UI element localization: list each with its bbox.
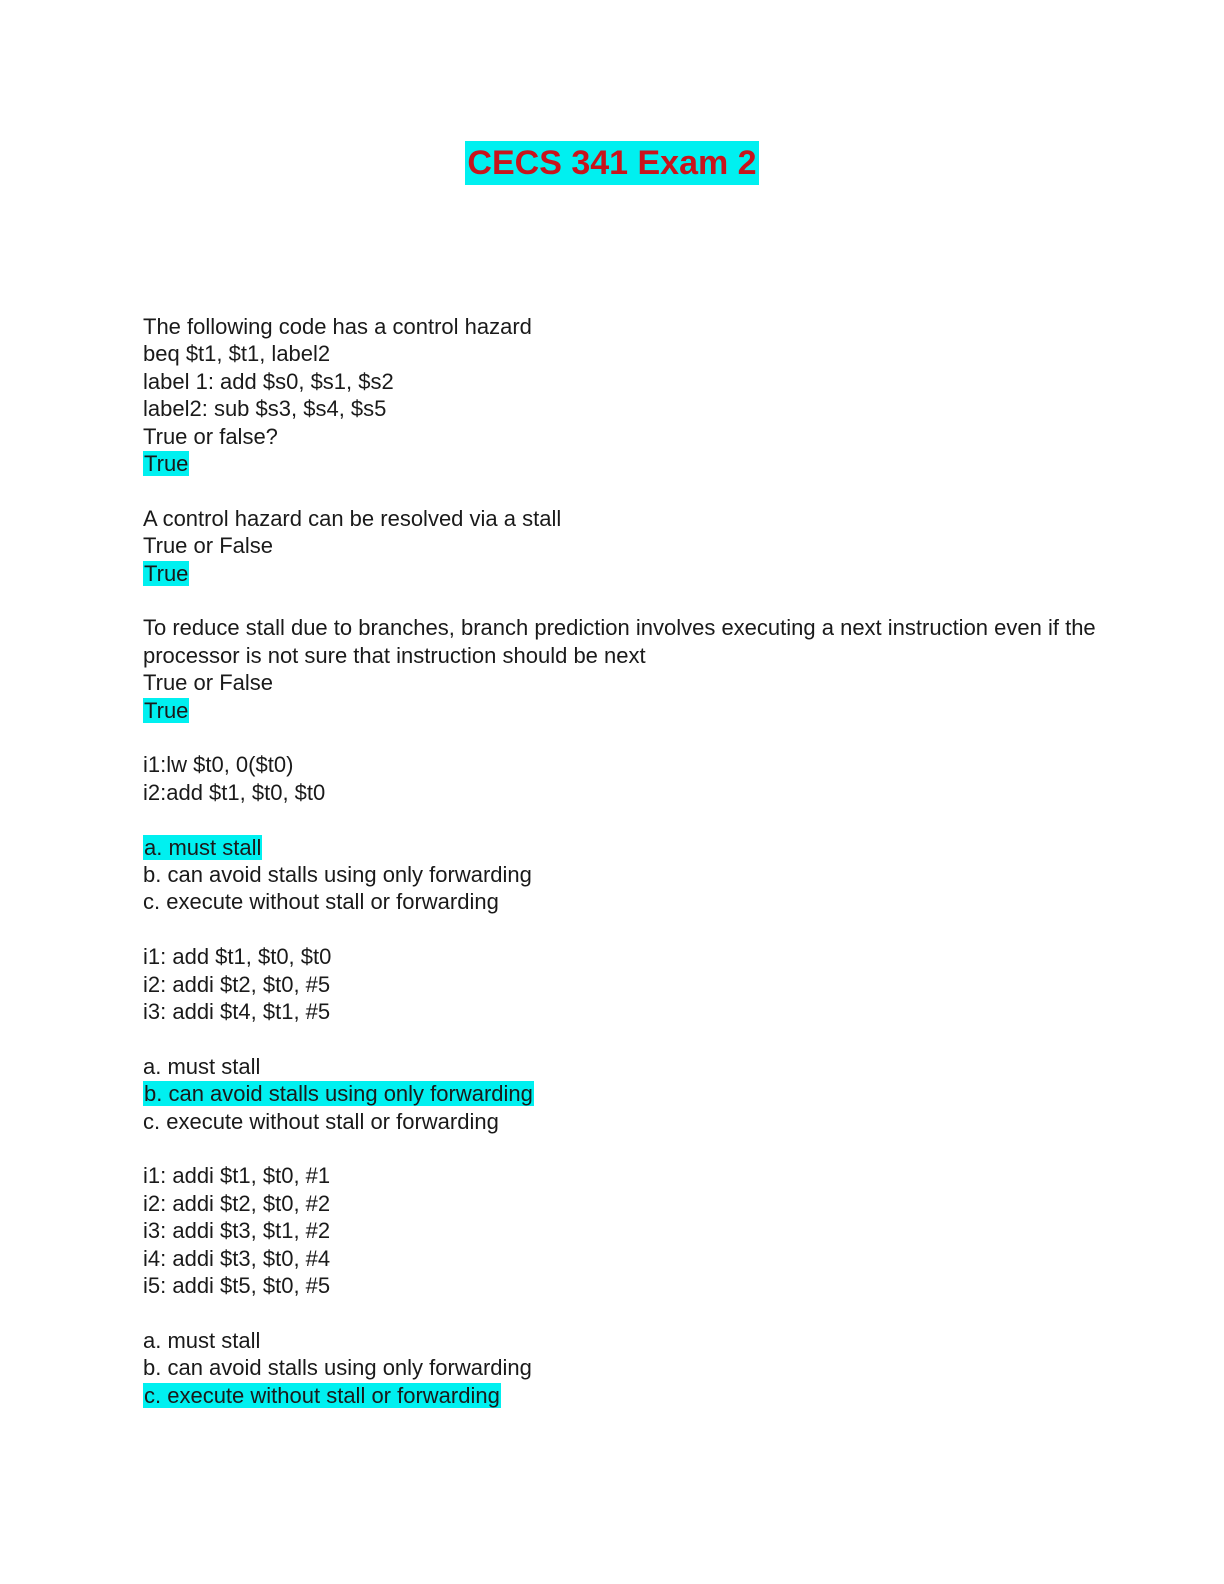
- code-line: i2: addi $t2, $t0, #2: [143, 1190, 331, 1216]
- code-line: i1: addi $t1, $t0, #1: [143, 1163, 331, 1189]
- code-line: i4: addi $t3, $t0, #4: [143, 1245, 331, 1271]
- option-b-selected: b. can avoid stalls using only forwarding: [144, 1081, 533, 1107]
- code-line: i1:lw $t0, 0($t0): [143, 752, 294, 778]
- code-line: i1: add $t1, $t0, $t0: [143, 944, 332, 970]
- question-prompt: True or False: [143, 533, 274, 559]
- code-line: label2: sub $s3, $s4, $s5: [143, 396, 387, 422]
- code-line: i2: addi $t2, $t0, #5: [143, 971, 331, 997]
- question-3: [143, 614, 1103, 724]
- question-1: [143, 313, 1103, 477]
- highlighted-answer: True: [144, 560, 189, 586]
- exam-content: [143, 313, 1103, 1409]
- code-line: i3: addi $t4, $t1, #5: [143, 999, 331, 1025]
- option-c: c. execute without stall or forwarding: [143, 1108, 499, 1134]
- code-line: i5: addi $t5, $t0, #5: [143, 1273, 331, 1299]
- question-4: [143, 751, 1103, 915]
- code-line: i2:add $t1, $t0, $t0: [143, 779, 326, 805]
- code-line: label 1: add $s0, $s1, $s2: [143, 368, 394, 394]
- question-text: To reduce stall due to branches, branch prediction involves executing a next instruction even if the processor is not sure that instruction should be next: [143, 615, 1096, 668]
- page-title: CECS 341 Exam 2: [465, 141, 758, 185]
- highlighted-answer: True: [144, 697, 189, 723]
- code-line: i3: addi $t3, $t1, #2: [143, 1218, 331, 1244]
- option-a-selected: a. must stall: [144, 834, 262, 860]
- code-line: beq $t1, $t1, label2: [143, 341, 331, 367]
- option-b: b. can avoid stalls using only forwarding: [143, 1355, 532, 1381]
- option-a: a. must stall: [143, 1327, 261, 1353]
- option-a: a. must stall: [143, 1053, 261, 1079]
- option-c: c. execute without stall or forwarding: [143, 889, 499, 915]
- question-text: The following code has a control hazard: [143, 314, 532, 339]
- option-b: b. can avoid stalls using only forwarding: [143, 862, 532, 888]
- question-6: [143, 1162, 1103, 1409]
- option-c-selected: c. execute without stall or forwarding: [144, 1382, 500, 1408]
- question-2: [143, 505, 1103, 587]
- question-prompt: True or false?: [143, 423, 278, 449]
- question-text: A control hazard can be resolved via a stall: [143, 505, 562, 531]
- highlighted-answer: True: [144, 451, 189, 477]
- question-5: [143, 943, 1103, 1135]
- question-prompt: True or False: [143, 670, 274, 696]
- title-container: [0, 141, 1224, 185]
